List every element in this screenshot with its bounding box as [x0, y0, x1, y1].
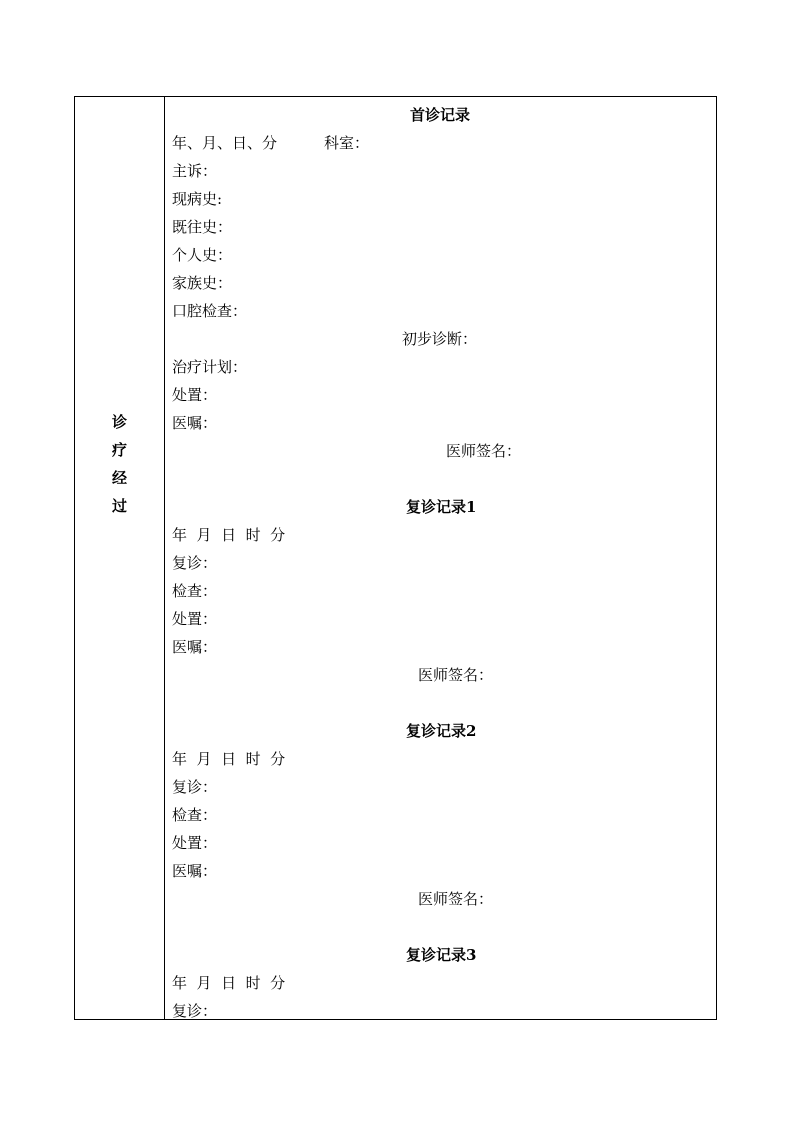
follow-up-2-exam-label: 检查： [172, 806, 218, 824]
personal-history-label: 个人史： [172, 246, 233, 264]
follow-up-1-revisit-label: 复诊： [172, 554, 218, 572]
side-label-char-3: 经 [111, 469, 127, 487]
preliminary-diagnosis-label: 初步诊断： [402, 330, 478, 348]
family-history-label: 家族史： [172, 274, 233, 292]
follow-up-1-treatment-label: 处置： [172, 610, 218, 628]
department-label: 科室： [324, 134, 370, 152]
follow-up-3-time-line: 年 月 日 时 分 [172, 974, 286, 992]
side-label-char-1: 诊 [111, 413, 127, 431]
doctor-signature-label: 医师签名： [446, 442, 522, 460]
follow-up-2-doctor-signature: 医师签名： [418, 890, 494, 908]
side-label-char-2: 疗 [111, 441, 127, 459]
chief-complaint-label: 主诉： [172, 162, 218, 180]
follow-up-2-title: 复诊记录2 [406, 722, 477, 740]
follow-up-2-treatment-label: 处置： [172, 834, 218, 852]
follow-up-1-time-line: 年 月 日 时 分 [172, 526, 286, 544]
follow-up-1-title: 复诊记录1 [406, 498, 477, 516]
follow-up-1-exam-label: 检查： [172, 582, 218, 600]
oral-exam-label: 口腔检查： [172, 302, 248, 320]
orders-label: 医嘱： [172, 414, 218, 432]
treatment-record-table [74, 96, 717, 1020]
treatment-plan-label: 治疗计划： [172, 358, 248, 376]
side-label-char-4: 过 [111, 497, 127, 515]
follow-up-1-doctor-signature: 医师签名： [418, 666, 494, 684]
treatment-label: 处置： [172, 386, 218, 404]
follow-up-3-title: 复诊记录3 [406, 946, 477, 964]
follow-up-2-time-line: 年 月 日 时 分 [172, 750, 286, 768]
follow-up-2-orders-label: 医嘱： [172, 862, 218, 880]
column-divider [164, 97, 165, 1019]
present-illness-label: 现病史: [172, 190, 223, 208]
follow-up-3-revisit-label: 复诊： [172, 1002, 218, 1020]
follow-up-1-orders-label: 医嘱： [172, 638, 218, 656]
follow-up-2-revisit-label: 复诊： [172, 778, 218, 796]
first-visit-title: 首诊记录 [410, 106, 471, 124]
past-history-label: 既往史： [172, 218, 233, 236]
first-visit-time-line: 年、月、日、分 [172, 134, 278, 152]
